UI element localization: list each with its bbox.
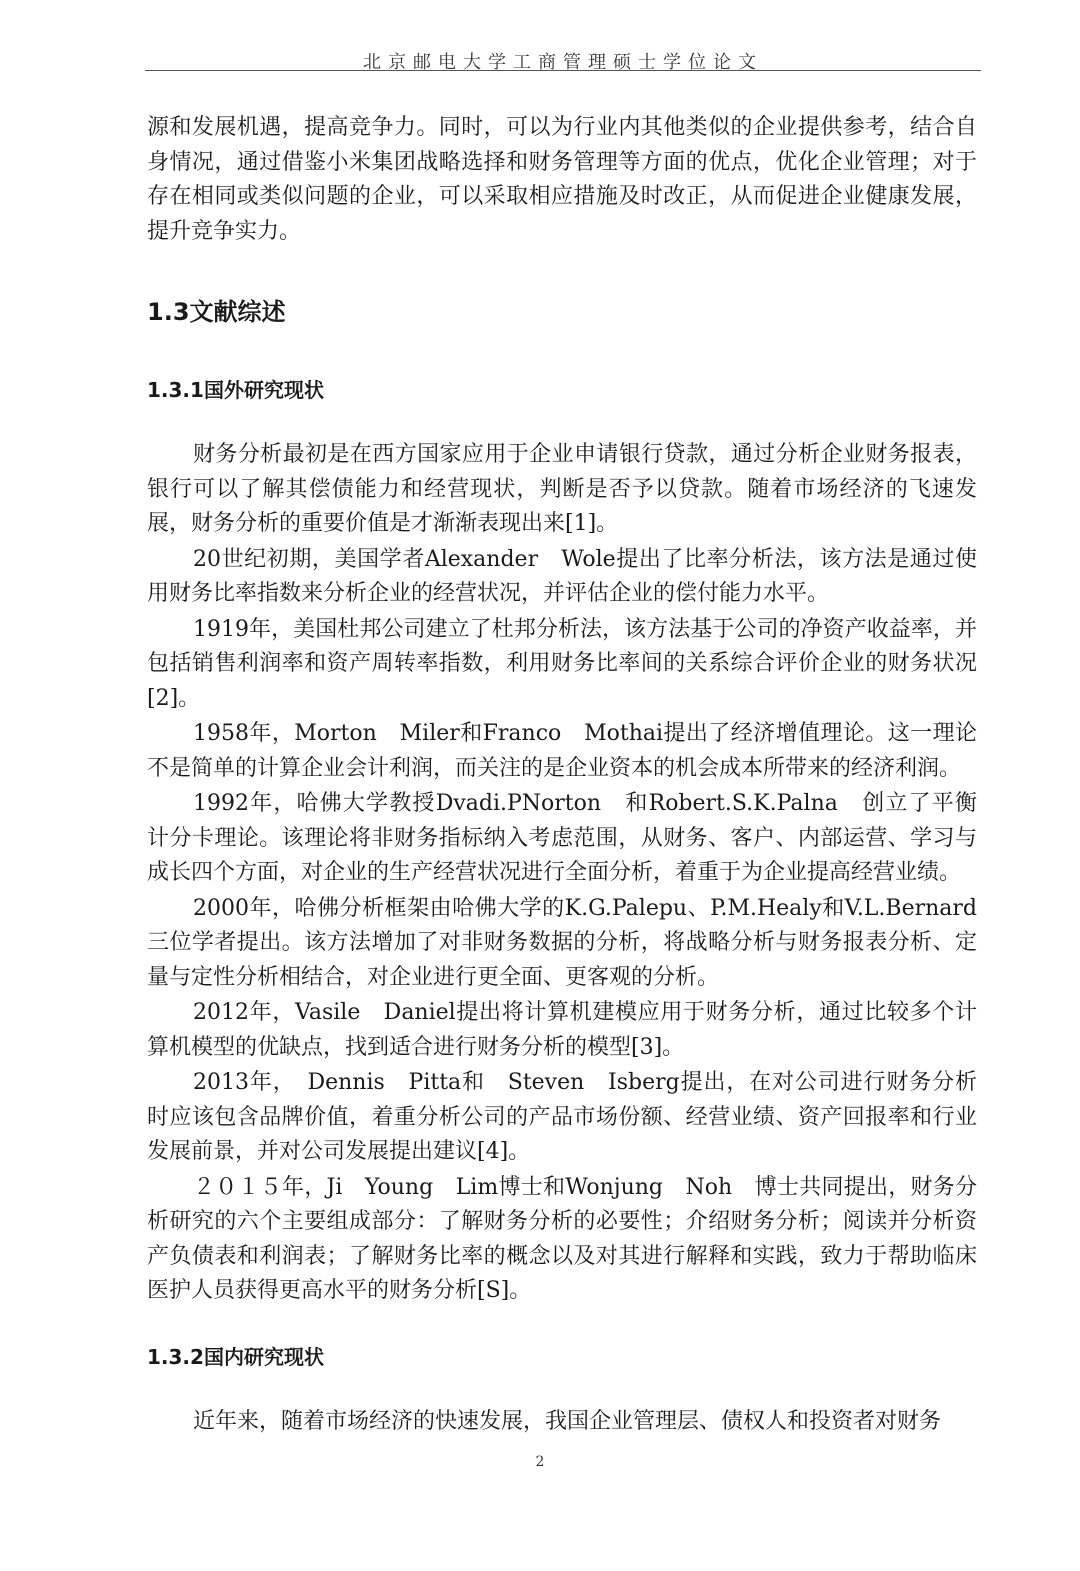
body-paragraph: 近年来，随着市场经济的快速发展，我国企业管理层、债权人和投资者对财务 <box>193 1409 942 1434</box>
body-paragraph: 财务分析最初是在西方国家应用于企业申请银行贷款，通过分析企业财务报表，银行可以了解其偿债能力和经营现状，判断是否予以贷款。随着市场经济的飞速发展，财务分析的重要价值是才渐渐表现出来[1]。 <box>147 442 977 536</box>
intro-paragraph: 源和发展机遇，提高竞争力。同时，可以为行业内其他类似的企业提供参考，结合自身情况，通过借鉴小米集团战略选择和财务管理等方面的优点，优化企业管理；对于存在相同或类似问题的企业，可以采取相应措施及时改正，从而促进企业健康发展，提升竞争实力。 <box>147 115 977 244</box>
foreign-research-body <box>147 437 1000 1309</box>
body-paragraph: 1919年，美国杜邦公司建立了杜邦分析法，该方法基于公司的净资产收益率，并包括销售利润率和资产周转率指数，利用财务比率间的关系综合评价企业的财务状况[2]。 <box>147 616 977 711</box>
header-rule <box>145 70 981 71</box>
section-heading: 1.3文献综述 <box>147 298 286 326</box>
body-paragraph: ２０１５年，Ji Young Lim博士和Wonjung Noh 博士共同提出，财务分析研究的六个主要组成部分：了解财务分析的必要性；介绍财务分析；阅读并分析资产负债表和利润表；了解财务比率的概念以及对其进行解释和实践，致力于帮助临床医护人员获得更高水平的财务分析[S]。 <box>147 1174 977 1303</box>
body-paragraph: 1958年，Morton Miler和Franco Mothai提出了经济增值理论。这一理论不是简单的计算企业会计利润，而关注的是企业资本的机会成本所带来的经济利润。 <box>147 721 977 781</box>
body-paragraph: 2000年，哈佛分析框架由哈佛大学的K.G.Palepu、P.M.Healy和V.L.Bernard 三位学者提出。该方法增加了对非财务数据的分析，将战略分析与财务报表分析、定量与定性分析相结合，对企业进行更全面、更客观的分析。 <box>147 895 1000 990</box>
running-header: 北京邮电大学工商管理硕士学位论文 <box>363 52 763 73</box>
body-paragraph: 2013年， Dennis Pitta和 Steven Isberg提出，在对公司进行财务分析时应该包含品牌价值，着重分析公司的产品市场份额、经营业绩、资产回报率和行业发展前景，并对公司发展提出建议[4]。 <box>147 1070 977 1164</box>
intro-paragraph-block <box>147 111 977 249</box>
subsection-heading-foreign: 1.3.1国外研究现状 <box>147 378 324 402</box>
body-paragraph: 20世纪初期，美国学者Alexander Wole提出了比率分析法，该方法是通过使用财务比率指数来分析企业的经营状况，并评估企业的偿付能力水平。 <box>147 546 977 606</box>
body-paragraph: 2012年，Vasile Daniel提出将计算机建模应用于财务分析，通过比较多个计算机模型的优缺点，找到适合进行财务分析的模型[3]。 <box>147 1000 977 1060</box>
subsection-heading-domestic: 1.3.2国内研究现状 <box>147 1345 324 1369</box>
body-paragraph: 1992年，哈佛大学教授Dvadi.PNorton 和Robert.S.K.Palna 创立了平衡计分卡理论。该理论将非财务指标纳入考虑范围，从财务、客户、内部运营、学习与成长四个方面，对企业的生产经营状况进行全面分析，着重于为企业提高经营业绩。 <box>147 791 977 885</box>
domestic-research-body <box>147 1404 977 1440</box>
page-number: 2 <box>535 1454 545 1470</box>
